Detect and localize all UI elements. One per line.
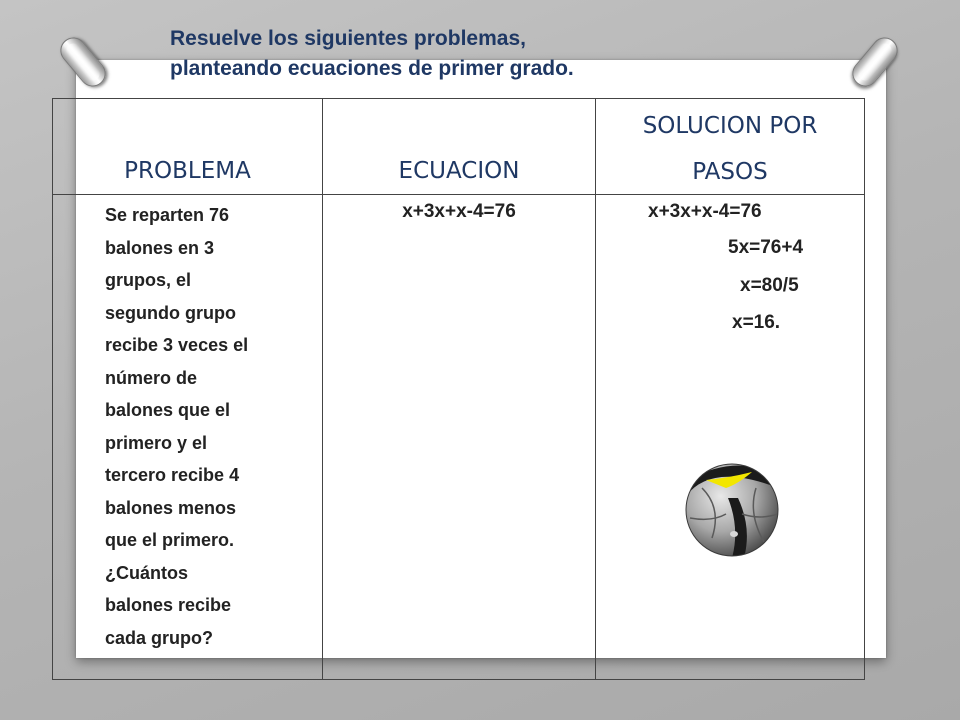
header-solution-line-2: PASOS [692, 159, 768, 185]
heading-line-1: Resuelve los siguientes problemas, [170, 27, 526, 50]
solution-step-4: x=16. [732, 312, 781, 333]
header-equation [323, 99, 596, 195]
header-equation-label: ECUACION [398, 158, 520, 184]
header-solution-line-1: SOLUCION POR [642, 113, 818, 139]
problem-table [52, 98, 865, 680]
solution-step-3: x=80/5 [740, 275, 799, 296]
header-solution [596, 99, 865, 195]
solution-step-1: x+3x+x-4=76 [648, 201, 762, 222]
problem-statement: Se reparten 76 balones en 3 grupos, el segundo grupo recibe 3 veces el número de balones que el primero y el tercero recibe 4 balones menos que el primero. ¿Cuántos balones recibe cada grupo? [53, 195, 323, 680]
solution-step-2: 5x=76+4 [728, 237, 804, 258]
soccer-ball-image [682, 458, 782, 562]
table-body-row [53, 195, 865, 680]
solution-cell [596, 195, 865, 680]
header-problem [53, 99, 323, 195]
equation-text: x+3x+x-4=76 [402, 201, 516, 222]
table-header-row [53, 99, 865, 195]
slide-heading [170, 24, 574, 84]
header-problem-label: PROBLEMA [124, 158, 251, 184]
equation-cell [323, 195, 596, 680]
soccer-ball-icon [682, 458, 782, 562]
heading-line-2: planteando ecuaciones de primer grado. [170, 57, 574, 80]
